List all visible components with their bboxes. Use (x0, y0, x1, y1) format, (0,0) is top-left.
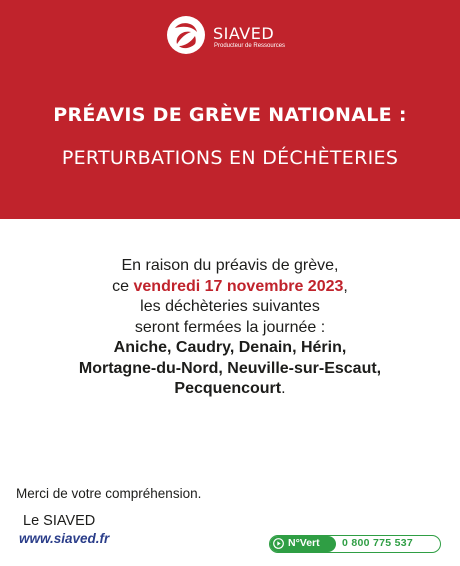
website-link[interactable]: www.siaved.fr (19, 531, 110, 546)
brand-tagline: Producteur de Ressources (214, 43, 286, 49)
green-number-label-box (270, 536, 336, 552)
date-suffix: , (343, 277, 348, 295)
closure-date: vendredi 17 novembre 2023 (133, 277, 344, 295)
green-phone-number: 0 800 775 537 (342, 537, 414, 549)
green-number-label: N°Vert (288, 537, 320, 549)
notice-body (0, 256, 460, 400)
thanks-message: Merci de votre compréhension. (16, 486, 202, 501)
siaved-logo[interactable] (165, 14, 305, 58)
siaved-logo-icon (165, 14, 207, 56)
town-last: Pecquencourt (174, 380, 282, 397)
date-prefix: ce (112, 277, 134, 295)
brand-name: SIAVED (213, 24, 275, 43)
towns-line-3 (0, 379, 460, 400)
notice-subtitle: PERTURBATIONS EN DÉCHÈTERIES (61, 147, 399, 169)
header-banner (0, 0, 460, 219)
notice-date-line (0, 277, 460, 298)
notice-intro: En raison du préavis de grève, (121, 257, 339, 274)
notice-title: PRÉAVIS DE GRÈVE NATIONALE : (53, 104, 407, 126)
towns-end-punct: . (281, 380, 286, 397)
towns-line-2: Mortagne-du-Nord, Neuville-sur-Escaut, (78, 359, 382, 377)
signature: Le SIAVED (23, 513, 96, 529)
notice-line-4: seront fermées la journée : (134, 318, 326, 336)
towns-line-1: Aniche, Caudry, Denain, Hérin, (113, 339, 347, 356)
green-number-badge[interactable] (269, 535, 441, 553)
play-arrow-icon (273, 538, 284, 549)
notice-line-3: les déchèteries suivantes (140, 298, 320, 315)
